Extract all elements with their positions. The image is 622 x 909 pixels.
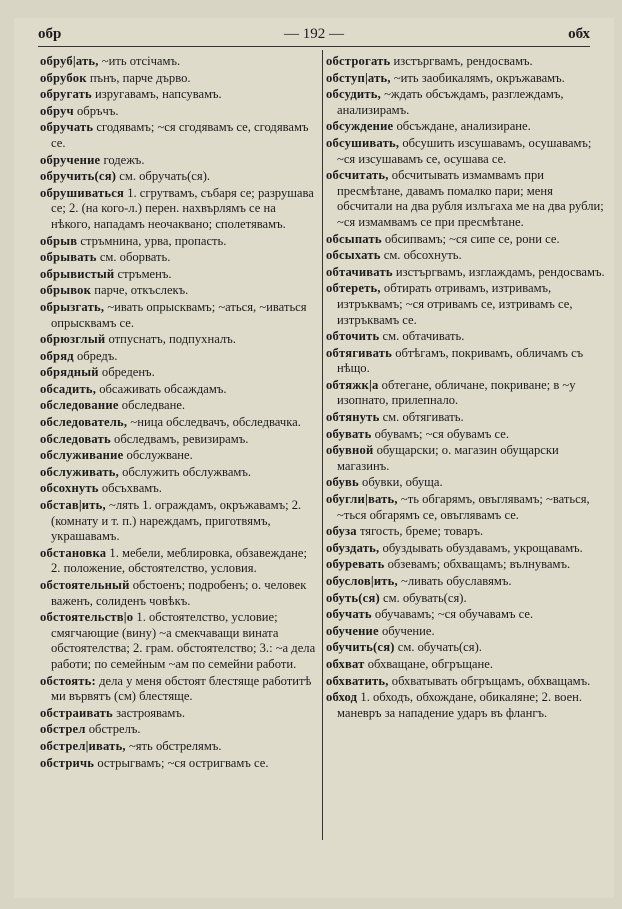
dictionary-entry <box>40 300 318 331</box>
entry-headword: обучать <box>326 607 372 622</box>
dictionary-entry <box>326 640 606 656</box>
entry-headword: обстановка <box>40 545 107 560</box>
entry-definition: 1. мебели, меблировка, обзавеждане; 2. положение, обстоятелство, условия. <box>51 545 307 576</box>
entry-headword: обуздать, <box>326 540 380 555</box>
entry-definition: обслужить обслужвамъ. <box>122 464 252 479</box>
entry-definition: обхватывать обгръщамъ, обхващамъ. <box>391 673 591 688</box>
dictionary-entry <box>326 248 606 264</box>
dictionary-entry <box>40 332 318 348</box>
entry-definition: обсъхвамъ. <box>101 481 162 496</box>
dictionary-entry <box>40 756 318 772</box>
entry-definition: обтѣгамъ, покривамъ, обличамъ съ нѣщо. <box>337 345 584 376</box>
entry-headword: обручать <box>40 120 94 135</box>
entry-headword: обстоятельств|о <box>40 610 134 625</box>
dictionary-entry <box>326 119 606 135</box>
entry-definition: обуздывать обуздавамъ, укрощавамъ. <box>382 540 583 555</box>
dictionary-entry <box>326 607 606 623</box>
entry-headword: обсадить, <box>40 381 97 396</box>
dictionary-entry <box>40 674 318 705</box>
entry-headword: обрыв <box>40 233 78 248</box>
dictionary-entry <box>40 54 318 70</box>
dictionary-entry <box>326 378 606 409</box>
entry-headword: обступ|ать, <box>326 70 391 85</box>
dictionary-entry <box>40 382 318 398</box>
entry-headword: обсыхать <box>326 248 381 263</box>
entry-headword: обстраивать <box>40 705 113 720</box>
dictionary-entry <box>326 265 606 281</box>
entry-definition: см. обсохнуть. <box>383 248 462 263</box>
dictionary-entry <box>40 153 318 169</box>
entry-definition: ~ивать опрысквамъ; ~аться, ~иваться опрысквамъ се. <box>51 299 307 330</box>
dictionary-entry <box>326 475 606 491</box>
header-right-guideword: обх <box>568 26 590 42</box>
dictionary-entry <box>326 71 606 87</box>
entry-definition: ~ть обгарямъ, овъглявамъ; ~ваться, ~ться обгарямъ се, овъглявамъ се. <box>337 492 590 522</box>
dictionary-entry <box>326 410 606 426</box>
entry-headword: обучение <box>326 623 379 638</box>
dictionary-entry <box>326 232 606 248</box>
entry-definition: обръчъ. <box>77 103 119 118</box>
entry-definition: ~ить отсічамъ. <box>101 54 181 68</box>
dictionary-entry <box>40 448 318 464</box>
entry-headword: обувной <box>326 443 374 458</box>
entry-definition: 1. обходъ, обхождане, обикаляне; 2. воен. маневръ за нападение ударъ въ флангъ. <box>337 690 583 720</box>
entry-headword: обсыпать <box>326 231 382 246</box>
entry-headword: обучить(ся) <box>326 640 395 655</box>
entry-headword: обследователь, <box>40 415 128 430</box>
dictionary-entry <box>40 415 318 431</box>
entry-headword: обсохнуть <box>40 481 99 496</box>
entry-definition: тягость, бреме; товаръ. <box>359 524 484 539</box>
entry-headword: обсушивать, <box>326 135 400 150</box>
entry-headword: обслуживать, <box>40 464 119 479</box>
page-number: — 192 — <box>284 26 344 42</box>
entry-headword: обследование <box>40 398 119 413</box>
entry-definition: ~ять обстрелямъ. <box>128 738 222 753</box>
dictionary-entry <box>40 283 318 299</box>
entry-headword: обуревать <box>326 557 385 572</box>
entry-headword: обрубок <box>40 70 87 85</box>
entry-headword: обхватить, <box>326 673 389 688</box>
entry-headword: обточить <box>326 329 380 344</box>
dictionary-entry <box>40 104 318 120</box>
entry-definition: обсушить изсушавамъ, осушавамъ; ~ся изсушавамъ се, осушава се. <box>337 135 592 166</box>
header-rule <box>38 46 590 47</box>
entry-headword: обряд <box>40 348 74 363</box>
dictionary-entry <box>326 557 606 573</box>
entry-definition: обсипвамъ; ~ся сипе се, рони се. <box>384 231 560 246</box>
entry-definition: см. оборвать. <box>99 250 171 265</box>
dictionary-entry <box>326 574 606 590</box>
entry-headword: обсуждение <box>326 119 394 134</box>
dictionary-entry <box>326 657 606 673</box>
entry-definition: дела у меня обстоят блестяще работитѣ ми вървятъ (см) блестяще. <box>51 673 312 704</box>
entry-headword: обхват <box>326 656 365 671</box>
entry-definition: обувки, обуща. <box>362 475 443 490</box>
entry-headword: обслуживание <box>40 448 124 463</box>
entry-definition: стръменъ. <box>117 266 172 281</box>
entry-headword: обругать <box>40 87 92 102</box>
dictionary-entry <box>326 541 606 557</box>
entry-headword: обстрел <box>40 722 86 737</box>
entry-headword: обуза <box>326 524 357 539</box>
dictionary-entry <box>326 87 606 118</box>
entry-headword: обрядный <box>40 365 99 380</box>
dictionary-entry <box>326 624 606 640</box>
page-header <box>38 26 590 48</box>
entry-headword: обрывок <box>40 283 92 298</box>
dictionary-entry <box>40 432 318 448</box>
entry-headword: обстоятельный <box>40 578 130 592</box>
entry-definition: стръмнина, урва, пропасть. <box>80 233 227 248</box>
dictionary-entry <box>40 739 318 755</box>
entry-headword: обстоять: <box>40 673 96 688</box>
entry-definition: парче, откъслекъ. <box>94 283 189 298</box>
dictionary-entry <box>40 398 318 414</box>
entry-definition: 1. обстоятелство, условие; смягчающие (вину) ~а смекчаващи вината обстоятелства; 2. грам. обстоятелство; 3.: ~а дела работи; по семейным ~ам по семейни работи. <box>51 610 316 671</box>
dictionary-entry <box>40 71 318 87</box>
header-left-guideword: обр <box>38 26 62 42</box>
entry-headword: обруб|ать, <box>40 54 99 68</box>
entry-headword: обрывистый <box>40 266 115 281</box>
dictionary-entry <box>326 168 606 230</box>
entry-definition: ~ить заобикалямъ, окръжавамъ. <box>393 70 565 85</box>
entry-definition: обзевамъ; обхващамъ; вълнувамъ. <box>387 557 571 572</box>
entry-headword: обручить(ся) <box>40 169 117 184</box>
entry-definition: ~ждать обсъждамъ, разглеждамъ, анализирамъ. <box>337 87 564 117</box>
dictionary-entry <box>40 610 318 672</box>
entry-headword: обтянуть <box>326 410 380 425</box>
entry-definition: обстрелъ. <box>88 722 141 737</box>
entry-definition: ~ница обследвачъ, обследвачка. <box>130 415 301 430</box>
dictionary-entry <box>326 54 606 70</box>
dictionary-entry <box>326 443 606 474</box>
dictionary-page <box>14 18 614 898</box>
entry-headword: обход <box>326 690 358 705</box>
dictionary-entry <box>40 465 318 481</box>
entry-definition: обучение. <box>381 623 435 638</box>
entry-headword: обтягивать <box>326 345 393 360</box>
entry-definition: обущарски; о. магазин обущарски магазинъ. <box>337 443 559 473</box>
entry-definition: обсчитывать измамвамъ при пресмѣтане, давамъ помалко пари; меня обсчитали на два рубля излъгаха ме на два рубли; ~ся измамвамъ се при пресмѣтане. <box>337 168 604 229</box>
dictionary-entry <box>326 346 606 377</box>
entry-headword: обследовать <box>40 431 111 446</box>
entry-definition: обстоенъ; подробенъ; о. человек важенъ, солиденъ човѣкъ. <box>51 578 307 608</box>
dictionary-entry <box>326 281 606 328</box>
dictionary-entry <box>40 481 318 497</box>
entry-definition: обследвамъ, ревизирамъ. <box>114 431 249 446</box>
dictionary-entry <box>326 591 606 607</box>
entry-definition: ~лять 1. ограждамъ, окръжавамъ; 2. (комнату и т. п.) нареждамъ, приготвямъ, украшавамъ. <box>51 498 302 544</box>
column-divider <box>322 50 323 840</box>
entry-headword: обстрогать <box>326 54 391 68</box>
entry-definition: изстъргвамъ, изглаждамъ, рендосвамъ. <box>395 264 605 279</box>
dictionary-entry <box>40 234 318 250</box>
entry-headword: обтяжк|а <box>326 377 379 392</box>
dictionary-entry <box>326 427 606 443</box>
entry-headword: обрушиваться <box>40 185 125 200</box>
entry-definition: сгодявамъ; ~ся сгодявамъ се, сгодявамъ се. <box>51 120 309 150</box>
dictionary-entry <box>40 706 318 722</box>
entry-definition: отпуснатъ, подпухналъ. <box>108 332 236 347</box>
dictionary-entry <box>40 349 318 365</box>
entry-headword: обруч <box>40 103 74 118</box>
dictionary-entry <box>40 250 318 266</box>
entry-definition: обслужване. <box>126 448 193 463</box>
entry-definition: см. обучать(ся). <box>397 640 482 655</box>
entry-headword: обстав|ить, <box>40 498 106 513</box>
entry-headword: обстричь <box>40 755 95 770</box>
entry-definition: обхващане, обгръщане. <box>367 656 493 671</box>
entry-definition: см. обувать(ся). <box>383 590 467 605</box>
entry-definition: обтегане, обличане, покриване; в ~у изопнато, прилепнало. <box>337 377 576 408</box>
entry-headword: обсудить, <box>326 87 381 102</box>
dictionary-entry <box>326 136 606 167</box>
entry-definition: изстъргвамъ, рендосвамъ. <box>393 54 533 68</box>
entry-definition: обсъждане, анализиране. <box>396 119 531 134</box>
dictionary-entry <box>40 365 318 381</box>
dictionary-entry <box>326 492 606 523</box>
dictionary-entry <box>40 120 318 151</box>
dictionary-entry <box>40 169 318 185</box>
entry-definition: изругавамъ, напсувамъ. <box>95 87 222 102</box>
entry-definition: см. обручать(ся). <box>119 169 211 184</box>
left-column <box>40 54 318 772</box>
entry-definition: острыгвамъ; ~ся остригвамъ се. <box>97 755 269 770</box>
dictionary-entry <box>326 329 606 345</box>
entry-headword: обуслов|ить, <box>326 574 398 588</box>
entry-headword: обугли|вать, <box>326 492 398 507</box>
entry-headword: обувать <box>326 426 372 441</box>
entry-definition: см. обтачивать. <box>382 329 465 344</box>
entry-headword: обрюзглый <box>40 332 106 347</box>
right-column <box>326 54 606 722</box>
entry-definition: ~ливать обуславямъ. <box>401 574 512 588</box>
entry-headword: обстрел|ивать, <box>40 738 126 753</box>
entry-definition: обувамъ; ~ся обувамъ се. <box>374 426 509 441</box>
entry-definition: обучавамъ; ~ся обучавамъ се. <box>374 607 534 622</box>
dictionary-entry <box>40 578 318 609</box>
entry-definition: обсаживать обсаждамъ. <box>99 381 227 396</box>
dictionary-entry <box>40 186 318 233</box>
dictionary-entry <box>326 524 606 540</box>
entry-headword: обтачивать <box>326 264 393 279</box>
entry-headword: обсчитать, <box>326 168 389 183</box>
entry-definition: см. обтягивать. <box>382 410 464 425</box>
entry-headword: обувь <box>326 475 359 490</box>
dictionary-entry <box>40 267 318 283</box>
entry-definition: обреденъ. <box>101 365 155 380</box>
entry-headword: обрывать <box>40 250 97 265</box>
entry-headword: обтереть, <box>326 281 381 296</box>
dictionary-entry <box>326 674 606 690</box>
entry-headword: обрызгать, <box>40 299 105 314</box>
entry-definition: обтирать отривамъ, изтривамъ, изтръквамъ; ~ся отривамъ се, изтривамъ се, изтръквамъ се. <box>337 281 573 327</box>
dictionary-entry <box>40 498 318 545</box>
entry-definition: пънъ, парче дърво. <box>89 70 191 85</box>
dictionary-entry <box>326 690 606 721</box>
dictionary-entry <box>40 87 318 103</box>
entry-headword: обручение <box>40 152 101 167</box>
dictionary-entry <box>40 546 318 577</box>
dictionary-entry <box>40 722 318 738</box>
entry-definition: 1. сгрутвамъ, събаря се; разрушава се; 2. (на кого-л.) перен. нахвърлямъ се на нѣкого, нападамъ неочаквано; сполетявамъ. <box>51 185 314 231</box>
entry-definition: годежъ. <box>103 152 145 167</box>
entry-headword: обуть(ся) <box>326 590 380 605</box>
entry-definition: застроявамъ. <box>116 705 186 720</box>
entry-definition: обредъ. <box>76 348 118 363</box>
entry-definition: обследване. <box>121 398 186 413</box>
